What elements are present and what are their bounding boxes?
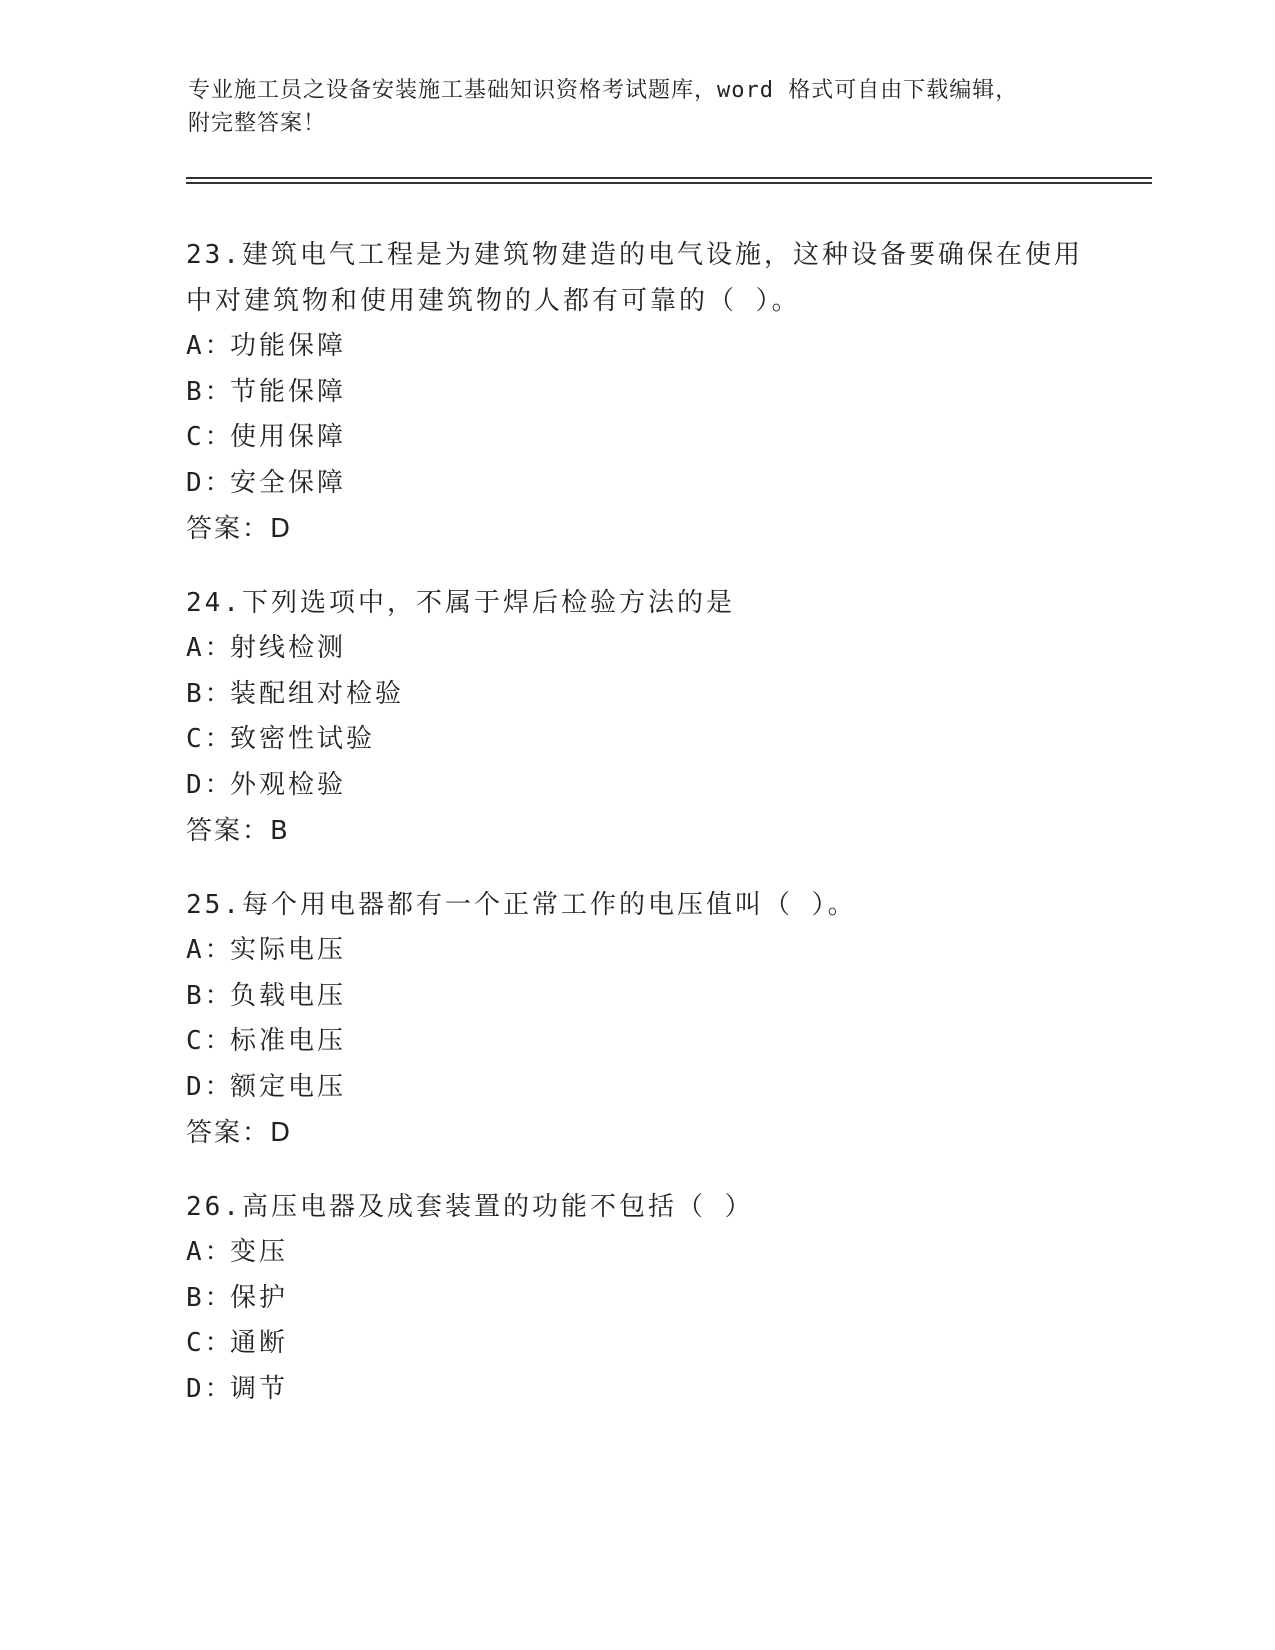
question-23	[186, 232, 1086, 552]
answer-line: 答案：B	[186, 816, 290, 846]
option-text: 负载电压	[230, 980, 347, 1011]
option-a	[186, 324, 1086, 370]
header-divider-bottom	[186, 182, 1152, 184]
option-text: 安全保障	[230, 467, 347, 498]
header-line-2: 附完整答案！	[188, 111, 327, 136]
option-letter: B：	[186, 678, 234, 709]
option-d	[186, 1065, 1086, 1111]
option-b	[186, 672, 1086, 718]
option-text: 标准电压	[230, 1026, 347, 1056]
option-c	[186, 415, 1086, 461]
option-c	[186, 1321, 1086, 1367]
option-letter: B：	[186, 1282, 234, 1313]
option-text: 变压	[230, 1237, 289, 1267]
question-text: 24.下列选项中，不属于焊后检验方法的是	[186, 588, 735, 618]
option-letter: B：	[186, 376, 234, 407]
option-a	[186, 1230, 1086, 1276]
option-letter: B：	[186, 980, 234, 1011]
option-b	[186, 974, 1086, 1020]
question-24	[186, 580, 1086, 854]
question-text: 25.每个用电器都有一个正常工作的电压值叫（ ）。	[186, 890, 857, 920]
question-text: 26.高压电器及成套装置的功能不包括（ ）	[186, 1192, 754, 1222]
option-d	[186, 1367, 1086, 1413]
option-letter: C：	[186, 724, 234, 754]
answer-line: 答案：D	[186, 1118, 293, 1148]
option-a	[186, 928, 1086, 974]
option-c	[186, 717, 1086, 763]
answer-line: 答案：D	[186, 514, 293, 544]
question-26	[186, 1184, 1086, 1412]
option-text: 致密性试验	[230, 724, 376, 754]
option-letter: C：	[186, 422, 234, 452]
option-text: 射线检测	[230, 633, 347, 663]
option-letter: C：	[186, 1026, 234, 1056]
option-letter: C：	[186, 1328, 234, 1358]
header-divider-top	[186, 177, 1152, 179]
option-text: 保护	[230, 1282, 289, 1313]
document-header	[188, 74, 1088, 140]
option-b	[186, 1276, 1086, 1322]
option-text: 调节	[230, 1373, 289, 1404]
option-text: 外观检验	[230, 769, 347, 800]
option-text: 节能保障	[230, 376, 347, 407]
question-25	[186, 882, 1086, 1156]
header-line-1: 专业施工员之设备安装施工基础知识资格考试题库，word 格式可自由下载编辑，	[188, 78, 1019, 103]
option-text: 通断	[230, 1328, 289, 1358]
option-letter: A：	[186, 1237, 234, 1267]
question-text-continued: 中对建筑物和使用建筑物的人都有可靠的（ ）。	[186, 286, 801, 316]
option-letter: A：	[186, 935, 234, 965]
option-letter: D：	[186, 1373, 234, 1404]
option-letter: A：	[186, 331, 234, 361]
option-text: 额定电压	[230, 1071, 347, 1102]
option-letter: D：	[186, 467, 234, 498]
question-text: 23.建筑电气工程是为建筑物建造的电气设施，这种设备要确保在使用	[186, 240, 1083, 270]
option-d	[186, 461, 1086, 507]
option-b	[186, 370, 1086, 416]
option-text: 使用保障	[230, 422, 347, 452]
option-c	[186, 1019, 1086, 1065]
question-list	[186, 232, 1086, 1440]
option-text: 功能保障	[230, 331, 347, 361]
option-a	[186, 626, 1086, 672]
option-letter: D：	[186, 1071, 234, 1102]
option-d	[186, 763, 1086, 809]
option-letter: D：	[186, 769, 234, 800]
option-text: 装配组对检验	[230, 678, 405, 709]
option-text: 实际电压	[230, 935, 347, 965]
option-letter: A：	[186, 633, 234, 663]
